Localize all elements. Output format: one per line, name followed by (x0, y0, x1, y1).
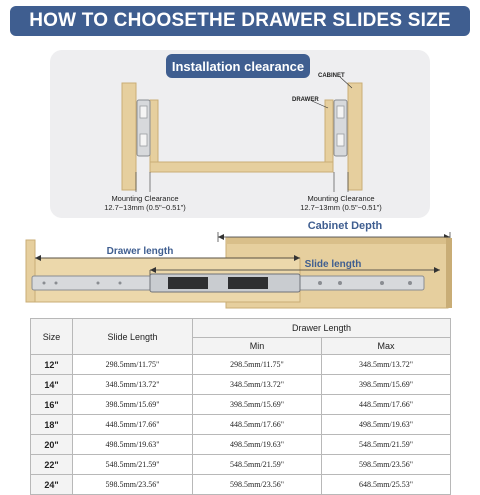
table-row (31, 435, 451, 455)
min-cell: 298.5mm/11.75" (193, 355, 322, 375)
slide-length-cell: 398.5mm/15.69" (73, 395, 193, 415)
slide-length-cell: 598.5mm/23.56" (73, 475, 193, 495)
right-clearance-label: Mounting Clearance (307, 194, 375, 203)
max-cell: 648.5mm/25.53" (322, 475, 451, 495)
slide-length-cell: 498.5mm/19.63" (73, 435, 193, 455)
slide-length-label: Slide length (304, 259, 362, 270)
max-cell: 398.5mm/15.69" (322, 375, 451, 395)
slide-bearing-block-2 (228, 277, 268, 289)
drawer-length-label: Drawer length (106, 246, 174, 257)
min-cell: 598.5mm/23.56" (193, 475, 322, 495)
header-drawer-length: Drawer Length (193, 319, 451, 338)
size-cell: 14" (31, 375, 73, 395)
table-row (31, 415, 451, 435)
right-clearance-value: 12.7~13mm (0.5"~0.51") (300, 203, 382, 212)
slide-hardware-right (334, 100, 347, 156)
size-cell: 16" (31, 395, 73, 415)
cabinet-back (446, 238, 452, 308)
cabinet-wall-left (122, 83, 136, 190)
slide-length-cell: 448.5mm/17.66" (73, 415, 193, 435)
table-row (31, 475, 451, 495)
cabinet-wall-right (348, 83, 362, 190)
left-clearance-value: 12.7~13mm (0.5"~0.51") (104, 203, 186, 212)
slide-length-cell: 348.5mm/13.72" (73, 375, 193, 395)
table-row (31, 375, 451, 395)
size-cell: 12" (31, 355, 73, 375)
header-size: Size (31, 319, 73, 355)
cabinet-top-edge (226, 238, 448, 244)
table-row (31, 395, 451, 415)
slide-length-cell: 298.5mm/11.75" (73, 355, 193, 375)
slide-diagram (0, 218, 480, 318)
cabinet-depth-label: Cabinet Depth (307, 220, 383, 232)
min-cell: 398.5mm/15.69" (193, 395, 322, 415)
drawer-front (26, 240, 35, 302)
slide-hardware-left (137, 100, 150, 156)
installation-title: Installation clearance (166, 54, 310, 78)
min-cell: 348.5mm/13.72" (193, 375, 322, 395)
page-title: HOW TO CHOOSETHE DRAWER SLIDES SIZE (10, 6, 470, 36)
drawer-side-left (150, 100, 158, 172)
table-row (31, 455, 451, 475)
max-cell: 348.5mm/13.72" (322, 355, 451, 375)
size-cell: 24" (31, 475, 73, 495)
min-cell: 548.5mm/21.59" (193, 455, 322, 475)
size-cell: 18" (31, 415, 73, 435)
drawer-side-right (325, 100, 333, 172)
max-cell: 498.5mm/19.63" (322, 415, 451, 435)
size-table (30, 318, 450, 490)
max-cell: 448.5mm/17.66" (322, 395, 451, 415)
header-min: Min (193, 338, 322, 355)
slide-bearing-block (168, 277, 208, 289)
size-cell: 20" (31, 435, 73, 455)
left-clearance-label: Mounting Clearance (111, 194, 179, 203)
header-slide-length: Slide Length (73, 319, 193, 355)
size-cell: 22" (31, 455, 73, 475)
drawer-label: DRAWER (292, 97, 319, 103)
min-cell: 498.5mm/19.63" (193, 435, 322, 455)
max-cell: 548.5mm/21.59" (322, 435, 451, 455)
cabinet-label: CABINET (318, 73, 345, 79)
installation-diagram (0, 0, 480, 230)
table-row (31, 355, 451, 375)
min-cell: 448.5mm/17.66" (193, 415, 322, 435)
drawer-bottom (150, 162, 333, 172)
slide-length-cell: 548.5mm/21.59" (73, 455, 193, 475)
max-cell: 598.5mm/23.56" (322, 455, 451, 475)
header-max: Max (322, 338, 451, 355)
